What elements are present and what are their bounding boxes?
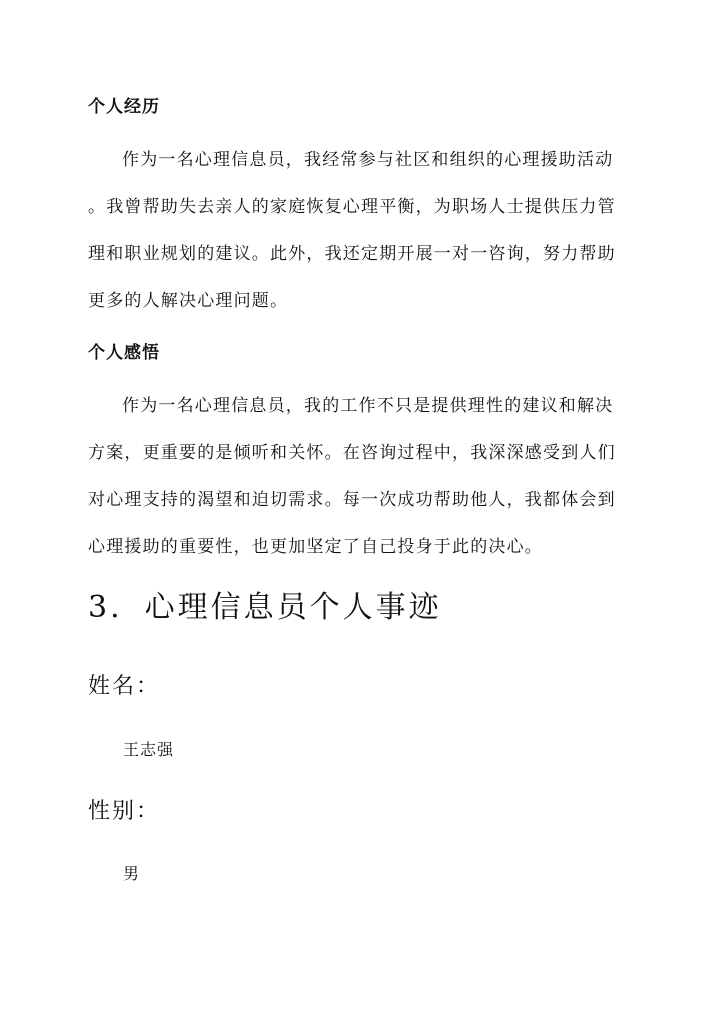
reflection-paragraph [88,396,633,584]
paragraph-line: 心理援助的重要性，也更加坚定了自己投身于此的决心。 [88,537,543,557]
experience-heading: 个人经历 [88,97,160,117]
experience-paragraph [88,150,633,338]
paragraph-line: 对心理支持的渴望和迫切需求。每一次成功帮助他人，我都体会到 [88,490,616,510]
reflection-heading: 个人感悟 [88,343,160,363]
paragraph-line: 方案，更重要的是倾听和关怀。在咨询过程中，我深深感受到人们 [88,443,616,463]
paragraph-line: 更多的人解决心理问题。 [88,291,289,311]
paragraph-line: 作为一名心理信息员，我的工作不只是提供理性的建议和解决 [122,396,614,416]
chapter-title: 心理信息员个人事迹 [144,590,442,625]
gender-label: 性别： [88,799,161,824]
chapter-number: 3. [88,590,123,625]
gender-value: 男 [123,864,141,883]
name-value: 王志强 [123,740,175,759]
name-label: 姓名： [88,674,161,699]
paragraph-line: 理和职业规划的建议。此外，我还定期开展一对一咨询，努力帮助 [88,244,616,264]
chapter-heading [88,582,442,626]
paragraph-line: 作为一名心理信息员，我经常参与社区和组织的心理援助活动 [122,150,614,170]
paragraph-line: 。我曾帮助失去亲人的家庭恢复心理平衡，为职场人士提供压力管 [88,197,616,217]
